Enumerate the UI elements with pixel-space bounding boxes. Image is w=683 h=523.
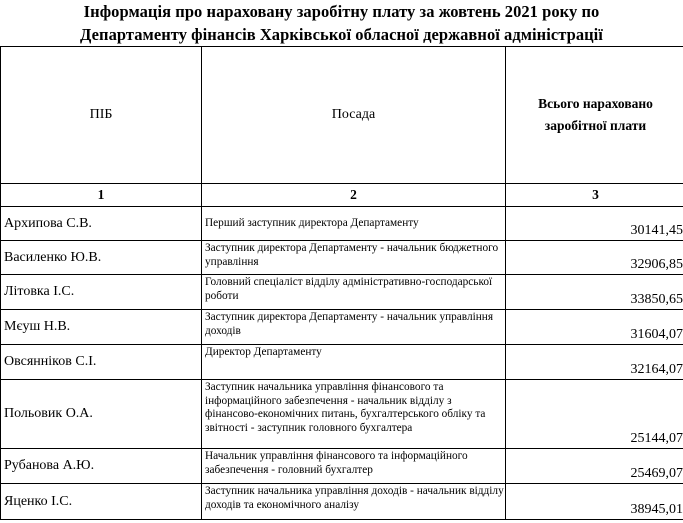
employee-salary: 32164,07 — [506, 345, 683, 380]
employee-name: Василенко Ю.В. — [1, 241, 202, 275]
document-title — [0, 0, 683, 46]
employee-salary: 25144,07 — [506, 380, 683, 449]
table-row — [1, 275, 683, 310]
column-number-2: 2 — [202, 184, 506, 207]
table-row — [1, 310, 683, 345]
table-row — [1, 241, 683, 275]
title-line-2: Департаменту фінансів Харківської обласної державної адміністрації — [80, 25, 603, 44]
column-number-1: 1 — [1, 184, 202, 207]
employee-position: Головний спеціаліст відділу адміністративно-господарської роботи — [202, 275, 506, 310]
header-total-line-2: заробітної плати — [544, 118, 647, 133]
employee-position: Заступник директора Департаменту - начальник управління доходів — [202, 310, 506, 345]
employee-name: Літовка І.С. — [1, 275, 202, 310]
table-row — [1, 345, 683, 380]
employee-salary: 31604,07 — [506, 310, 683, 345]
employee-position: Начальник управління фінансового та інформаційного забезпечення - головний бухгалтер — [202, 449, 506, 484]
table-row — [1, 449, 683, 484]
column-number-3: 3 — [506, 184, 683, 207]
header-name: ПІБ — [1, 47, 202, 184]
employee-name: Мєуш Н.В. — [1, 310, 202, 345]
employee-name: Овсянніков С.І. — [1, 345, 202, 380]
employee-name: Яценко І.С. — [1, 484, 202, 520]
employee-name: Рубанова А.Ю. — [1, 449, 202, 484]
employee-position: Заступник начальника управління фінансового та інформаційного забезпечення - начальник відділу з фінансово-економічних питань, бухгалтерського обліку та звітності - заступник головного бухгалтера — [202, 380, 506, 449]
header-total — [506, 47, 683, 184]
employee-salary: 33850,65 — [506, 275, 683, 310]
employee-salary: 32906,85 — [506, 241, 683, 275]
employee-position: Заступник начальника управління доходів - начальник відділу доходів та економічного аналізу — [202, 484, 506, 520]
header-position: Посада — [202, 47, 506, 184]
column-number-row — [1, 184, 683, 207]
employee-salary: 38945,01 — [506, 484, 683, 520]
title-line-1: Інформація про нараховану заробітну плату за жовтень 2021 року по — [83, 2, 600, 21]
table-row — [1, 380, 683, 449]
salary-table — [0, 46, 683, 520]
employee-position: Директор Департаменту — [202, 345, 506, 380]
table-row — [1, 484, 683, 520]
employee-position: Перший заступник директора Департаменту — [202, 207, 506, 241]
header-total-line-1: Всього нараховано — [538, 96, 653, 111]
employee-position: Заступник директора Департаменту - начальник бюджетного управління — [202, 241, 506, 275]
employee-salary: 25469,07 — [506, 449, 683, 484]
table-row — [1, 207, 683, 241]
employee-name: Польовик О.А. — [1, 380, 202, 449]
employee-salary: 30141,45 — [506, 207, 683, 241]
employee-name: Архипова С.В. — [1, 207, 202, 241]
header-row — [1, 47, 683, 184]
